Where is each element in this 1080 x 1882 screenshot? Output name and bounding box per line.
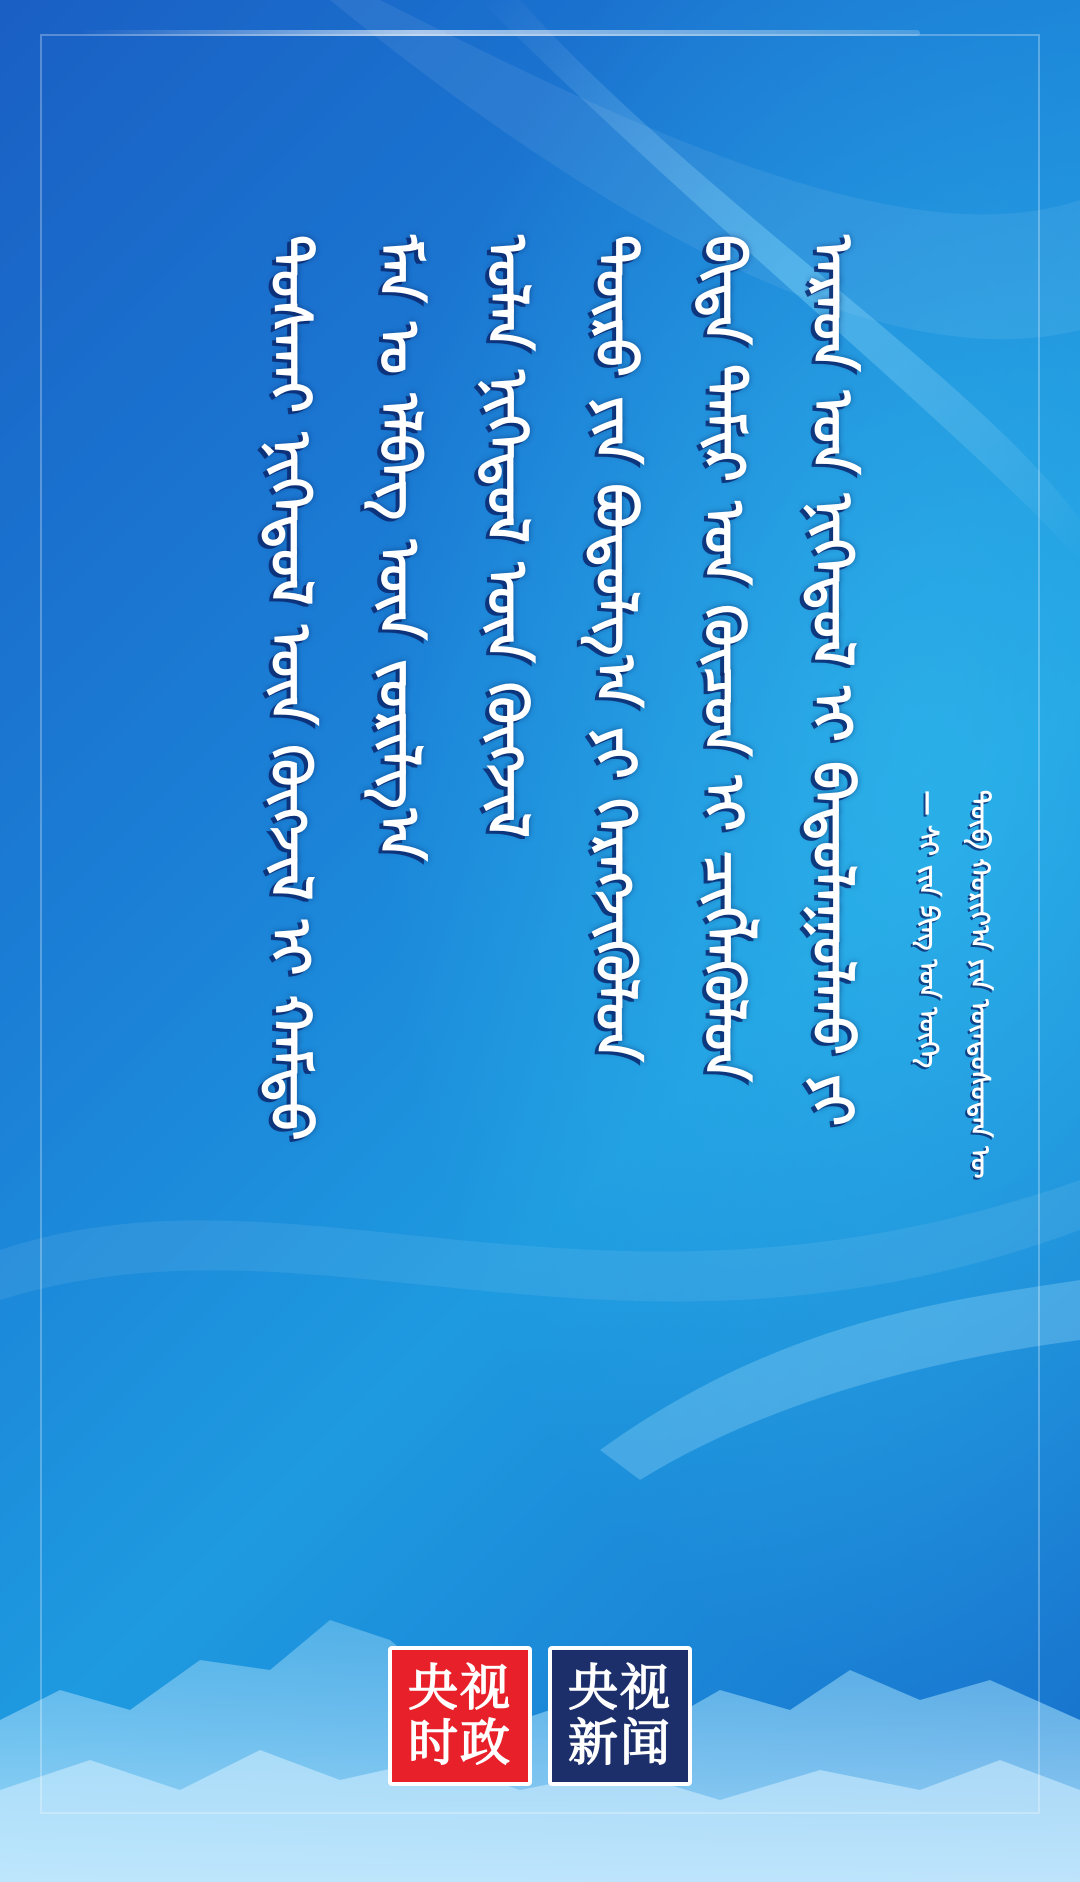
- quote-column: ᠲᠥᠷᠥ ᠶᠢᠨ ᠪᠣᠳᠤᠯᠭ᠎ᠠ ᠶᠢ ᠬᠡᠷᠡᠭᠵᠢᠭᠦᠯᠦᠨ: [582, 235, 648, 1062]
- frame-highlight: [80, 30, 920, 36]
- quote-column: ᠮᠠᠨ ᠤ ᠡᠯᠪᠡᠭ ᠦᠨ ᠵᠣᠷᠢᠯᠭ᠎ᠠ: [365, 235, 431, 861]
- logo-text-top: 央视: [408, 1659, 512, 1717]
- quote-column: ᠲᠤᠰᠬᠠᠢ ᠨᠢᠭᠡᠳᠦᠯ ᠦᠨ ᠬᠥᠭᠵᠢᠯ ᠢ ᠬᠠᠮᠲᠤ: [257, 235, 323, 1141]
- attribution-line: — ᠰᠢ ᠵᠢᠨ ᠫᠢᠩ ᠤᠨ ᠦᠭᠡ: [912, 790, 943, 1069]
- logo-text-bottom: 新闻: [568, 1714, 672, 1772]
- quote-attribution: [910, 790, 996, 1510]
- quote-column: ᠠᠷᠠᠳ ᠤᠨ ᠨᠢᠭᠡᠳᠦᠯ ᠢ ᠪᠠᠲᠤᠯᠠᠭᠤᠯᠬᠤ ᠶᠢ: [799, 235, 865, 1127]
- cctv-politics-logo: [388, 1646, 532, 1786]
- quote-text: [250, 235, 1010, 1535]
- quote-column: ᠣᠯᠠᠨ ᠨᠢᠭᠡᠳᠦᠯ ᠦᠨ ᠬᠥᠭᠵᠢᠯ: [474, 235, 540, 838]
- quote-column: ᠪᠢᠳᠡ ᠲᠠᠮᠢᠷ ᠤᠨ ᠬᠦᠴᠦᠨ ᠢ ᠴᠢᠭᠯᠡᠭᠦᠯᠦᠨ: [690, 235, 756, 1082]
- attribution-line: ᠲᠥᠪ ᠬᠣᠷᠢᠶ᠎ᠠ ᠶᠢᠨ ᠦᠨᠳᠦᠰᠦᠲᠡᠨ ᠦ: [964, 790, 995, 1179]
- logo-text-bottom: 时政: [408, 1714, 512, 1772]
- cctv-news-logo: [548, 1646, 692, 1786]
- logo-group: [388, 1646, 692, 1786]
- logo-text-top: 央视: [568, 1659, 672, 1717]
